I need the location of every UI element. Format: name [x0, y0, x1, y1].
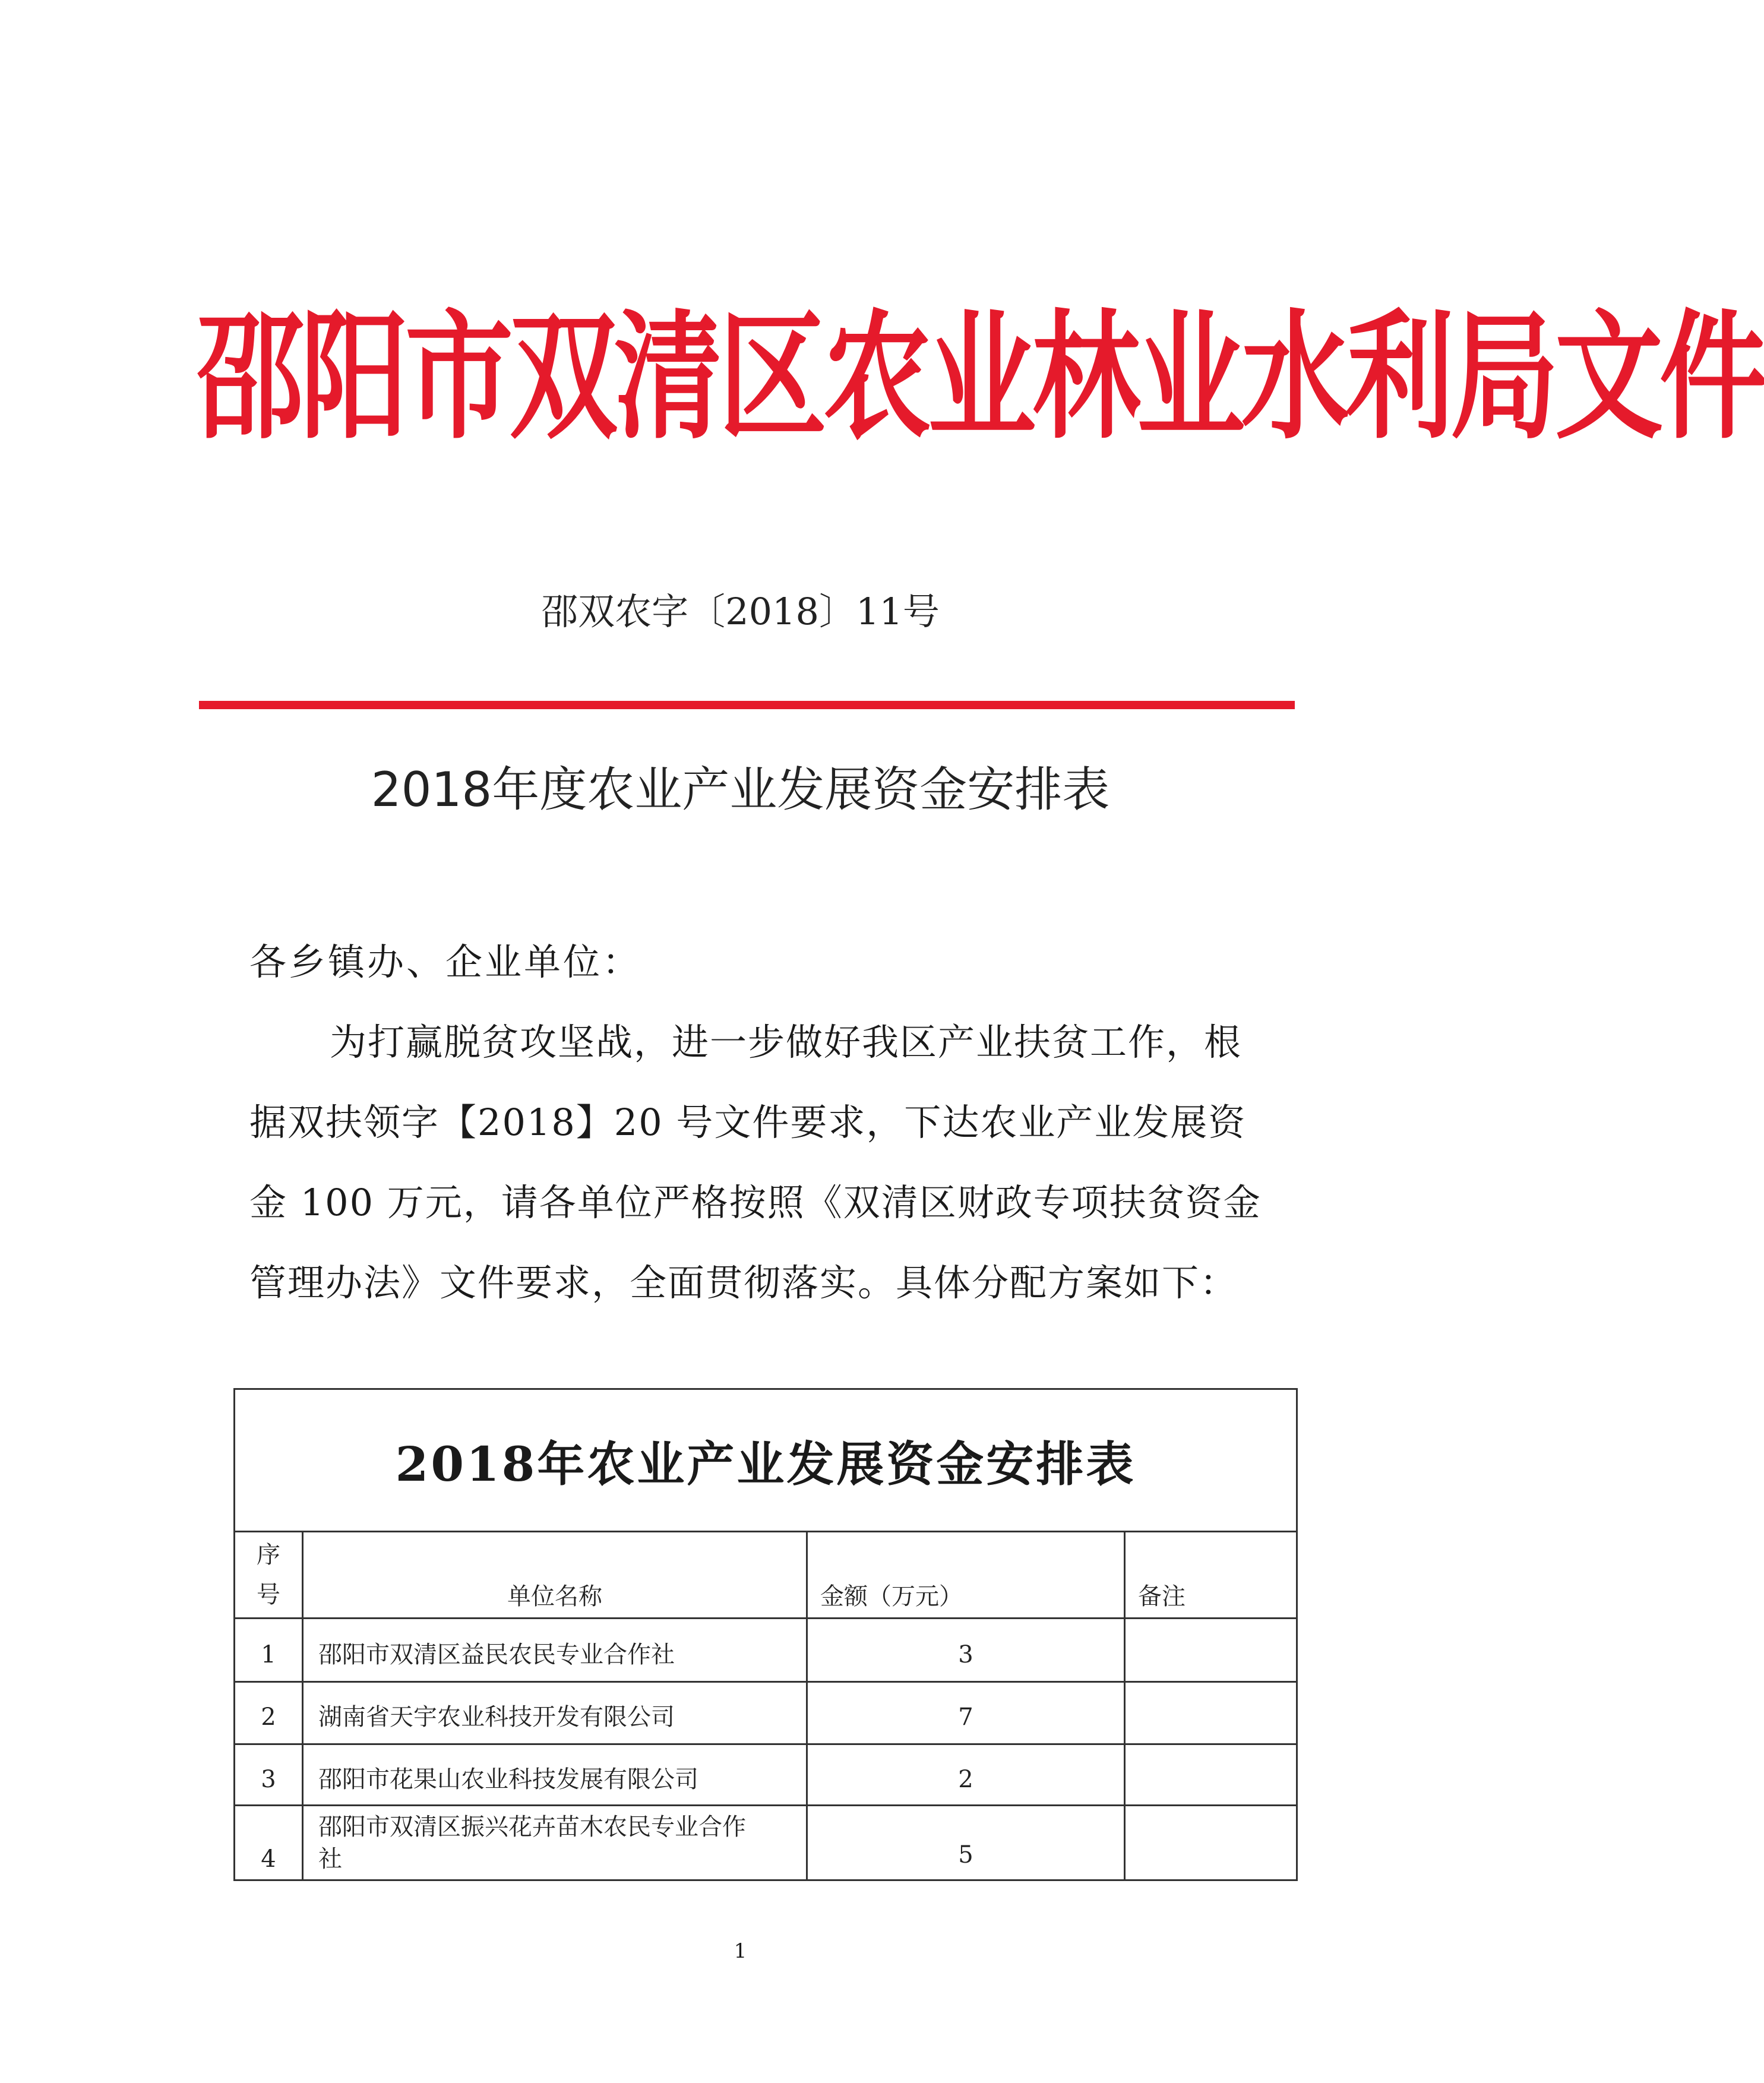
header-amount: 金额（万元） — [820, 1583, 963, 1610]
header-note: 备注 — [1138, 1583, 1186, 1610]
header-seq-line2: 号 — [257, 1581, 280, 1608]
document-number: 邵双农字〔2018〕11号 — [541, 590, 940, 633]
table-rule — [1124, 1531, 1126, 1879]
row-amount: 2 — [958, 1766, 973, 1793]
row-unit-name: 邵阳市花果山农业科技发展有限公司 — [318, 1766, 698, 1793]
row-seq: 3 — [261, 1766, 276, 1793]
header-unit-name: 单位名称 — [507, 1583, 602, 1610]
header-seq-line1: 序 — [257, 1541, 280, 1569]
body-line-3: 金 100 万元，请各单位严格按照《双清区财政专项扶贫资金 — [249, 1181, 1262, 1224]
row-unit-name: 邵阳市双清区益民农民专业合作社 — [318, 1641, 675, 1668]
document-title: 2018年度农业产业发展资金安排表 — [371, 762, 1110, 817]
body-line-4: 管理办法》文件要求，全面贯彻落实。具体分配方案如下： — [249, 1261, 1238, 1304]
table-title: 2018年农业产业发展资金安排表 — [395, 1436, 1136, 1492]
body-line-1: 为打赢脱贫攻坚战，进一步做好我区产业扶贫工作，根 — [330, 1020, 1243, 1064]
table-rule — [235, 1743, 1296, 1745]
row-seq: 4 — [261, 1845, 276, 1873]
row-unit-name-cont: 社 — [318, 1845, 342, 1873]
table-rule — [235, 1804, 1296, 1806]
table-rule — [235, 1681, 1296, 1683]
row-unit-name: 湖南省天宇农业科技开发有限公司 — [318, 1703, 675, 1731]
row-seq: 1 — [261, 1641, 276, 1668]
salutation: 各乡镇办、企业单位： — [249, 940, 642, 984]
row-amount: 5 — [958, 1841, 973, 1869]
row-unit-name: 邵阳市双清区振兴花卉苗木农民专业合作 — [318, 1813, 746, 1841]
row-amount: 3 — [958, 1641, 973, 1668]
table-rule — [235, 1617, 1296, 1619]
document-header-title: 邵阳市双清区农业林业水利局文件 — [196, 296, 1764, 458]
header-red-divider — [199, 701, 1295, 709]
page-number: 1 — [734, 1939, 747, 1963]
row-amount: 7 — [958, 1703, 973, 1731]
table-rule — [235, 1531, 1296, 1532]
body-line-2: 据双扶领字【2018】20 号文件要求，下达农业产业发展资 — [249, 1101, 1247, 1144]
row-seq: 2 — [261, 1703, 276, 1731]
